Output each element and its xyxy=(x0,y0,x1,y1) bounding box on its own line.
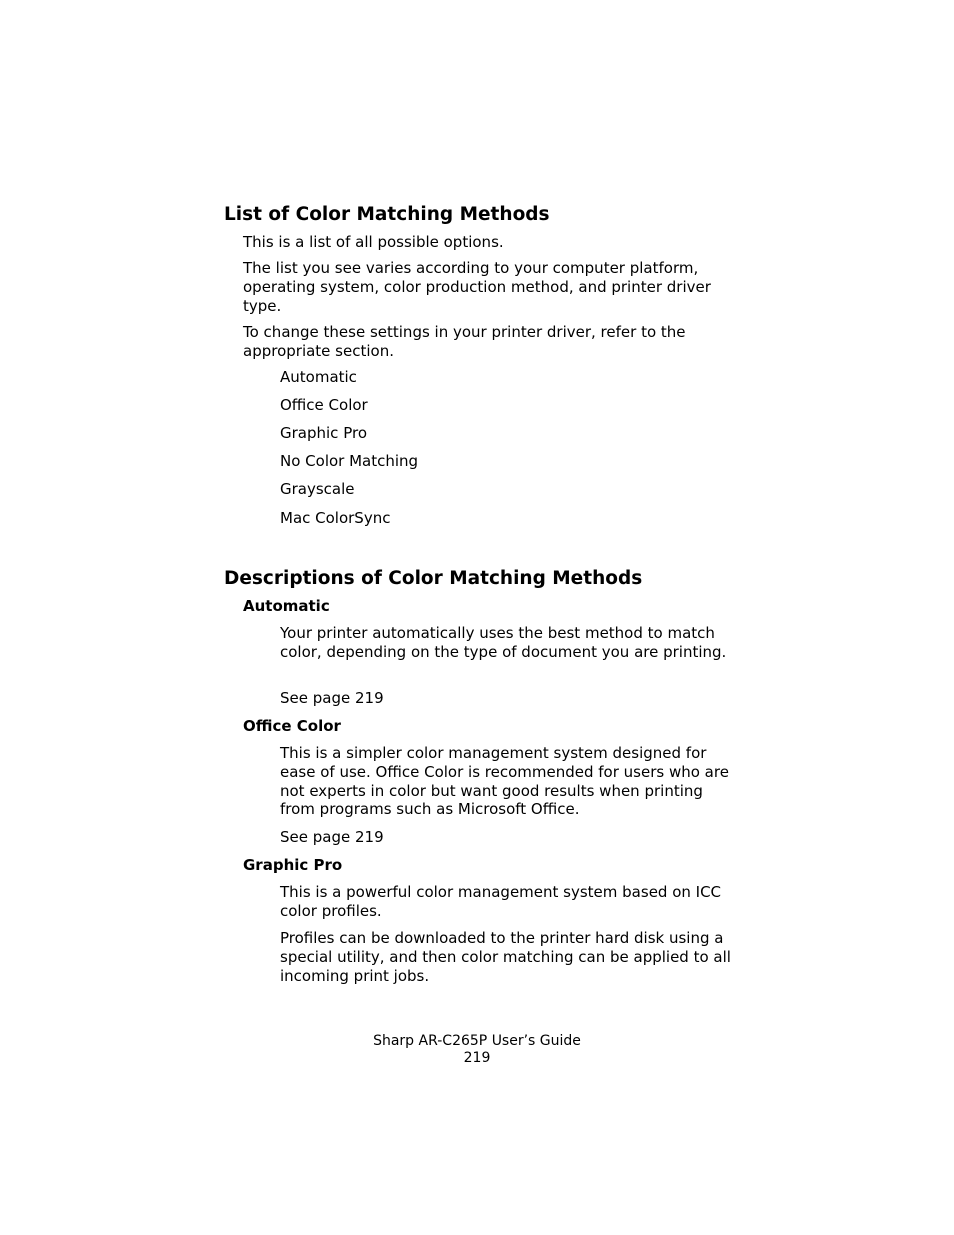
section-heading-descriptions: Descriptions of Color Matching Methods xyxy=(224,568,643,589)
office-color-description: This is a simpler color management system designed for ease of use. Office Color is recommended for users who are not experts in color but want good results when printing from programs such as Microsoft Office. xyxy=(280,744,729,819)
list-item: No Color Matching xyxy=(280,452,419,470)
list-item: Graphic Pro xyxy=(280,424,367,442)
graphic-pro-description: This is a powerful color management system based on ICC color profiles. xyxy=(280,883,722,920)
automatic-see-page: See page 219 xyxy=(280,689,384,707)
list-item: Office Color xyxy=(280,396,368,414)
list-item: Automatic xyxy=(280,368,357,386)
subheading-office-color: Office Color xyxy=(243,717,341,735)
office-color-see-page: See page 219 xyxy=(280,828,384,846)
list-item: Grayscale xyxy=(280,480,355,498)
intro-paragraph: This is a list of all possible options. xyxy=(243,233,504,251)
section-heading-list: List of Color Matching Methods xyxy=(224,204,550,225)
platform-paragraph: The list you see varies according to your computer platform, operating system, color production method, and printer driver type. xyxy=(243,259,711,315)
automatic-description: Your printer automatically uses the best method to match color, depending on the type of document you are printing. xyxy=(280,624,727,661)
subheading-graphic-pro: Graphic Pro xyxy=(243,856,343,874)
list-item: Mac ColorSync xyxy=(280,509,391,527)
footer-page-number: 219 xyxy=(463,1050,491,1066)
footer-guide-title: Sharp AR-C265P User’s Guide xyxy=(373,1033,581,1049)
graphic-pro-profiles: Profiles can be downloaded to the printer hard disk using a special utility, and then color matching can be applied to all incoming print jobs. xyxy=(280,929,731,985)
subheading-automatic: Automatic xyxy=(243,597,330,615)
settings-paragraph: To change these settings in your printer driver, refer to the appropriate section. xyxy=(243,323,686,360)
